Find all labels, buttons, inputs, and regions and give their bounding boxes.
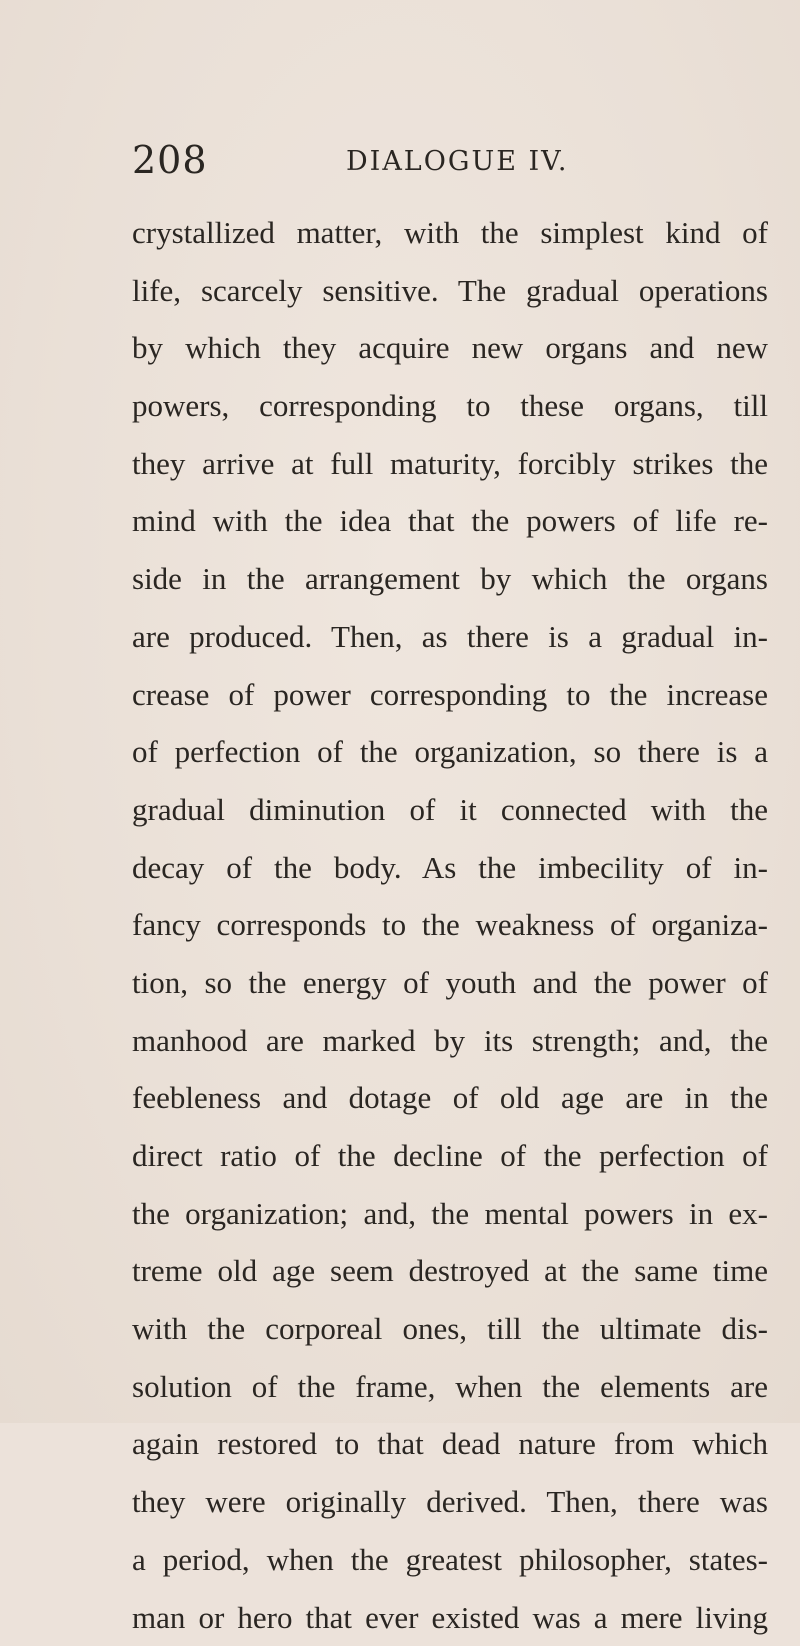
text-line: solution of the frame, when the elements are [132,1358,768,1416]
text-line: they arrive at full maturity, forcibly strikes the [132,435,768,493]
text-line: the organization; and, the mental powers in ex- [132,1185,768,1243]
text-line: crease of power corresponding to the increase [132,666,768,724]
text-line: are produced. Then, as there is a gradual in- [132,608,768,666]
text-line: a period, when the greatest philosopher, states- [132,1531,768,1589]
text-line: manhood are marked by its strength; and, the [132,1012,768,1070]
text-line: man or hero that ever existed was a mere living [132,1589,768,1646]
text-line: decay of the body. As the imbecility of in- [132,839,768,897]
text-line: of perfection of the organization, so there is a [132,723,768,781]
text-line: gradual diminution of it connected with the [132,781,768,839]
running-head: DIALOGUE IV. [346,146,569,177]
text-line: by which they acquire new organs and new [132,319,768,377]
page-number: 208 [132,138,208,182]
text-line: treme old age seem destroyed at the same time [132,1242,768,1300]
text-line: powers, corresponding to these organs, till [132,377,768,435]
text-line: life, scarcely sensitive. The gradual operations [132,262,768,320]
text-line: direct ratio of the decline of the perfection of [132,1127,768,1185]
text-line: tion, so the energy of youth and the power of [132,954,768,1012]
text-line: fancy corresponds to the weakness of organiza- [132,896,768,954]
text-line: mind with the idea that the powers of life re- [132,492,768,550]
text-line: side in the arrangement by which the organs [132,550,768,608]
text-line: crystallized matter, with the simplest kind of [132,204,768,262]
text-line: again restored to that dead nature from which [132,1415,768,1473]
text-line: they were originally derived. Then, there was [132,1473,768,1531]
text-line: with the corporeal ones, till the ultimate dis- [132,1300,768,1358]
text-line: feebleness and dotage of old age are in the [132,1069,768,1127]
body-text [132,204,768,1646]
page-header [132,138,772,188]
